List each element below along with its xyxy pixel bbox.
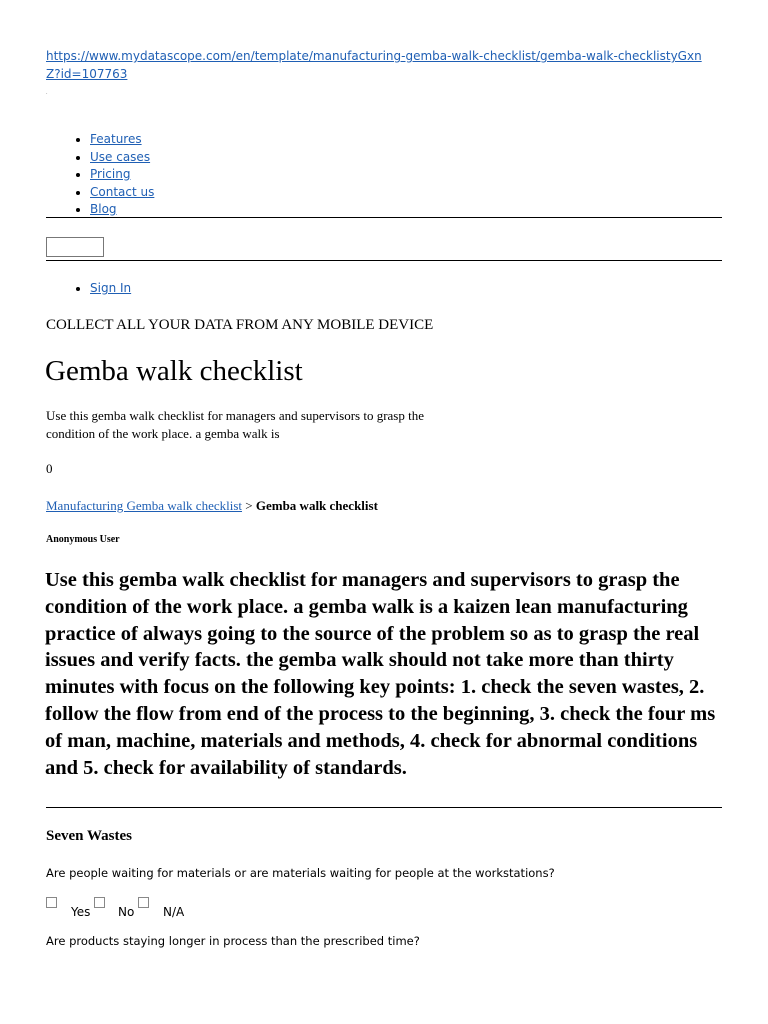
source-url-link[interactable]: https://www.mydatascope.com/en/template/manufacturing-gemba-walk-checklist/gemba-walk-checklistyGxnZ?id=107763: [46, 49, 702, 81]
nav-link-contact-us[interactable]: Contact us: [90, 184, 155, 199]
nav-item-use-cases[interactable]: [90, 149, 154, 167]
author-name: Anonymous User: [46, 534, 120, 545]
breadcrumb-parent-link[interactable]: Manufacturing Gemba walk checklist: [46, 498, 243, 513]
breadcrumb-current: Gemba walk checklist: [255, 498, 378, 513]
yes-checkbox[interactable]: [46, 897, 57, 908]
page-title: Gemba walk checklist: [45, 355, 303, 387]
nav-link-blog[interactable]: Blog: [90, 202, 117, 216]
question-text: Are people waiting for materials or are materials waiting for people at the workstations?: [46, 866, 555, 880]
tagline: COLLECT ALL YOUR DATA FROM ANY MOBILE DEVICE: [46, 317, 434, 333]
main-nav: [46, 131, 154, 219]
option-label-yes: Yes: [71, 905, 91, 919]
no-checkbox[interactable]: [94, 897, 105, 908]
option-label-na: N/A: [163, 905, 185, 919]
view-count: 0: [46, 461, 53, 476]
summary-text: Use this gemba walk checklist for managers and supervisors to grasp the condition of the work place. a gemba walk is: [46, 408, 424, 441]
question-text: Are products staying longer in process than the prescribed time?: [46, 934, 420, 948]
page-url[interactable]: [46, 47, 706, 83]
nav-item-features[interactable]: [90, 131, 154, 149]
nav-item-contact-us[interactable]: [90, 184, 154, 202]
nav-item-blog[interactable]: [90, 201, 154, 219]
account-nav: [46, 280, 131, 297]
breadcrumb: [46, 497, 378, 515]
breadcrumb-separator: >: [242, 498, 256, 513]
nav-link-use-cases[interactable]: Use cases: [90, 149, 151, 164]
divider: [46, 807, 722, 808]
nav-link-features[interactable]: Features: [90, 132, 142, 146]
divider: [46, 260, 722, 261]
sign-in-link[interactable]: Sign In: [90, 281, 132, 295]
nav-item-pricing[interactable]: [90, 166, 154, 184]
description-text: Use this gemba walk checklist for managers and supervisors to grasp the condition of the work place. a gemba walk is a kaizen lean manufacturing practice of always going to the source of the problem so as to grasp the real issues and verify facts. the gemba walk should not take more than thirty minutes with focus on the following key points: 1. check the seven wastes, 2. follow the flow from end of the process to the beginning, 3. check the four ms of man, machine, materials and methods, 4. check for abnormal conditions and 5. check for availability of standards.: [45, 569, 716, 779]
divider: [46, 217, 722, 218]
separator-dot: .: [46, 90, 48, 96]
option-label-no: No: [118, 905, 135, 919]
nav-item-sign-in[interactable]: [90, 280, 131, 297]
section-title: Seven Wastes: [46, 828, 132, 844]
na-checkbox[interactable]: [138, 897, 149, 908]
nav-link-pricing[interactable]: Pricing: [90, 167, 131, 181]
search-input[interactable]: [46, 237, 104, 257]
